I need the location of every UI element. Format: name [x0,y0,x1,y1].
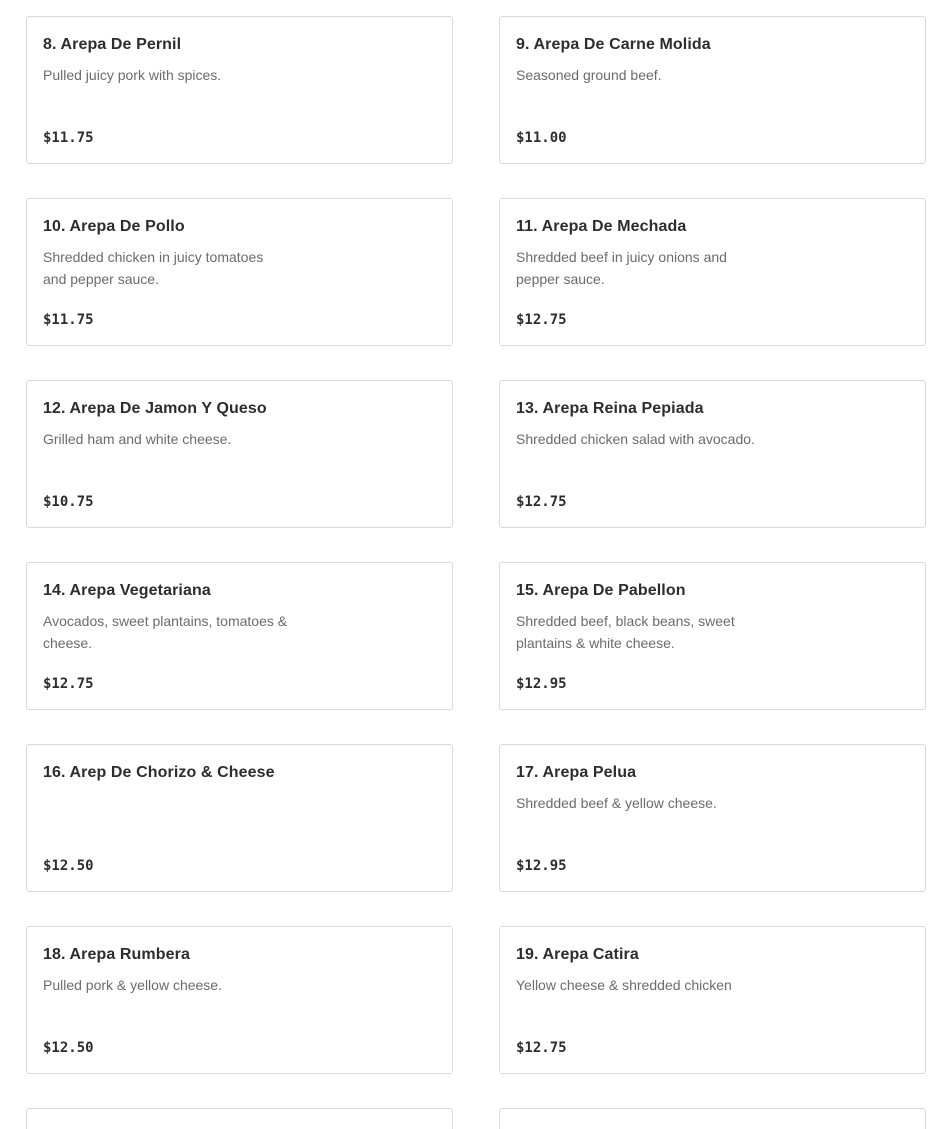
menu-item-price: $11.00 [516,130,567,146]
menu-item-card[interactable] [26,1108,453,1129]
menu-item-description: Shredded beef in juicy onions and pepper sauce. [516,249,727,287]
menu-item-price: $12.95 [516,858,567,874]
menu-item-title: 16. Arep De Chorizo & Cheese [43,764,275,781]
menu-item-title: 12. Arepa De Jamon Y Queso [43,400,267,417]
menu-item-title: 19. Arepa Catira [516,946,639,963]
menu-item-card[interactable] [26,562,453,710]
menu-item-card[interactable] [499,380,926,528]
menu-item-card[interactable] [499,1108,926,1129]
menu-item-card[interactable] [499,16,926,164]
menu-item-card[interactable] [499,744,926,892]
menu-item-description: Pulled juicy pork with spices. [43,67,222,83]
menu-item-card[interactable] [26,380,453,528]
menu-item-description: Yellow cheese & shredded chicken [516,977,732,993]
menu-item-description: Pulled pork & yellow cheese. [43,977,222,993]
menu-item-title: 11. Arepa De Mechada [516,218,687,235]
menu-item-description: Shredded beef, black beans, sweet plantains & white cheese. [516,613,735,651]
menu-item-title: 14. Arepa Vegetariana [43,582,211,599]
menu-item-price: $10.75 [43,494,94,510]
menu-item-title: 15. Arepa De Pabellon [516,582,686,599]
menu-item-card[interactable] [26,16,453,164]
menu-item-title: 17. Arepa Pelua [516,764,637,781]
menu-item-price: $11.75 [43,312,94,328]
menu-item-title: 8. Arepa De Pernil [43,36,182,53]
menu-item-description: Shredded chicken salad with avocado. [516,431,755,447]
menu-item-card[interactable] [26,198,453,346]
menu-item-price: $12.95 [516,676,567,692]
menu-item-title: 10. Arepa De Pollo [43,218,185,235]
menu-item-price: $12.50 [43,1040,94,1056]
menu-item-price: $12.75 [516,312,567,328]
menu-item-title: 13. Arepa Reina Pepiada [516,400,704,417]
menu-item-title: 18. Arepa Rumbera [43,946,190,963]
menu-item-description: Grilled ham and white cheese. [43,431,232,447]
menu-item-price: $11.75 [43,130,94,146]
menu-item-description: Avocados, sweet plantains, tomatoes & cheese. [43,613,288,651]
menu-item-description: Shredded beef & yellow cheese. [516,795,717,811]
menu-item-card[interactable] [26,744,453,892]
menu-item-card[interactable] [499,926,926,1074]
menu-item-price: $12.75 [516,494,567,510]
menu-item-card[interactable] [499,562,926,710]
menu-item-description: Seasoned ground beef. [516,67,662,83]
menu-item-title: 9. Arepa De Carne Molida [516,36,711,53]
menu-item-card[interactable] [26,926,453,1074]
menu-item-price: $12.75 [516,1040,567,1056]
menu-item-description: Shredded chicken in juicy tomatoes and pepper sauce. [43,249,264,287]
menu-item-price: $12.75 [43,676,94,692]
menu-item-price: $12.50 [43,858,94,874]
menu-item-card[interactable] [499,198,926,346]
